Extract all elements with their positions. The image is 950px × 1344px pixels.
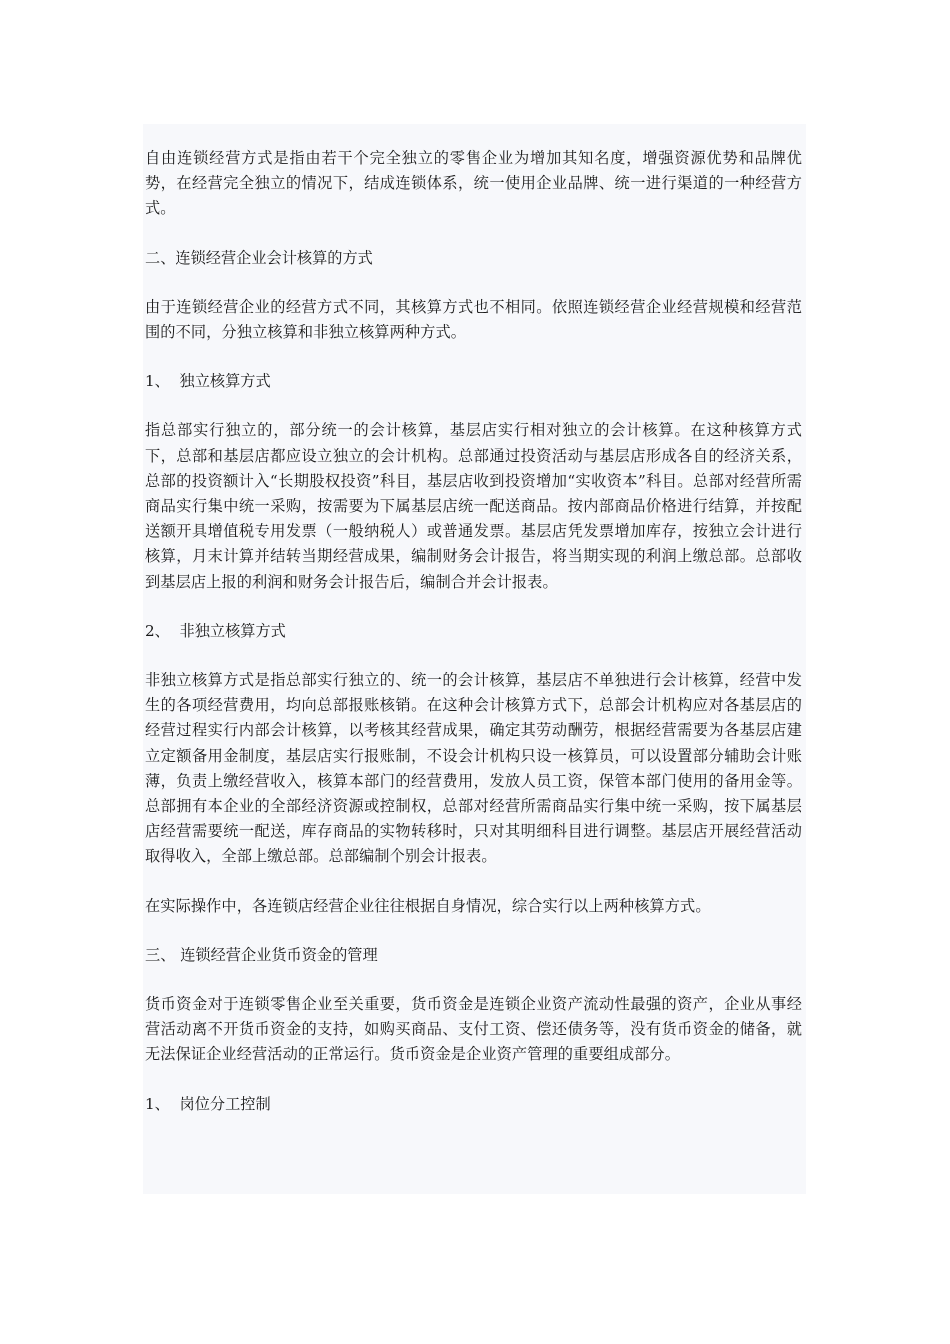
paragraph-practice: 在实际操作中，各连锁店经营企业往往根据自身情况，综合实行以上两种核算方式。 (145, 896, 711, 915)
heading-non-independent-accounting: 2、 非独立核算方式 (145, 621, 286, 640)
document-body (143, 124, 806, 1194)
paragraph-cash-management: 货币资金对于连锁零售企业至关重要，货币资金是连锁企业资产流动性最强的资产，企业从事经营活动离不开货币资金的支持，如购买商品、支付工资、偿还债务等，没有货币资金的储备，就无法保证企业经营活动的正常运行。货币资金是企业资产管理的重要组成部分。 (145, 995, 802, 1064)
heading-cash-management: 三、 连锁经营企业货币资金的管理 (145, 945, 378, 964)
heading-independent-accounting: 1、 独立核算方式 (145, 372, 271, 391)
heading-position-control: 1、 岗位分工控制 (145, 1094, 271, 1113)
paragraph-non-independent-accounting: 非独立核算方式是指总部实行独立的、统一的会计核算，基层店不单独进行会计核算，经营中发生的各项经营费用，均向总部报账核销。在这种会计核算方式下，总部会计机构应对各基层店的经营过程实行内部会计核算，以考核其经营成果，确定其劳动酬劳，根据经营需要为各基层店建立定额备用金制度，基层店实行报账制，不设会计机构只设一核算员，可以设置部分辅助会计账薄，负责上缴经营收入，核算本部门的经营费用，发放人员工资，保管本部门使用的备用金等。总部拥有本企业的全部经济资源或控制权，总部对经营所需商品实行集中统一采购，按下属基层店经营需要统一配送，库存商品的实物转移时，只对其明细科目进行调整。基层店开展经营活动取得收入，全部上缴总部。总部编制个别会计报表。 (145, 671, 802, 866)
heading-accounting-methods: 二、连锁经营企业会计核算的方式 (145, 248, 373, 267)
paragraph-accounting-intro: 由于连锁经营企业的经营方式不同，其核算方式也不相同。依照连锁经营企业经营规模和经营范围的不同，分独立核算和非独立核算两种方式。 (145, 297, 802, 342)
paragraph-free-chain: 自由连锁经营方式是指由若干个完全独立的零售企业为增加其知名度，增强资源优势和品牌优势，在经营完全独立的情况下，结成连锁体系，统一使用企业品牌、统一进行渠道的一种经营方式。 (145, 149, 802, 218)
paragraph-independent-accounting: 指总部实行独立的，部分统一的会计核算，基层店实行相对独立的会计核算。在这种核算方式下，总部和基层店都应设立独立的会计机构。总部通过投资活动与基层店形成各自的经济关系，总部的投资额计入“长期股权投资”科目，基层店收到投资增加“实收资本”科目。总部对经营所需商品实行集中统一采购，按需要为下属基层店统一配送商品。按内部商品价格进行结算，并按配送额开具增值税专用发票（一般纳税人）或普通发票。基层店凭发票增加库存，按独立会计进行核算，月末计算并结转当期经营成果，编制财务会计报告，将当期实现的利润上缴总部。总部收到基层店上报的利润和财务会计报告后，编制合并会计报表。 (145, 421, 802, 591)
